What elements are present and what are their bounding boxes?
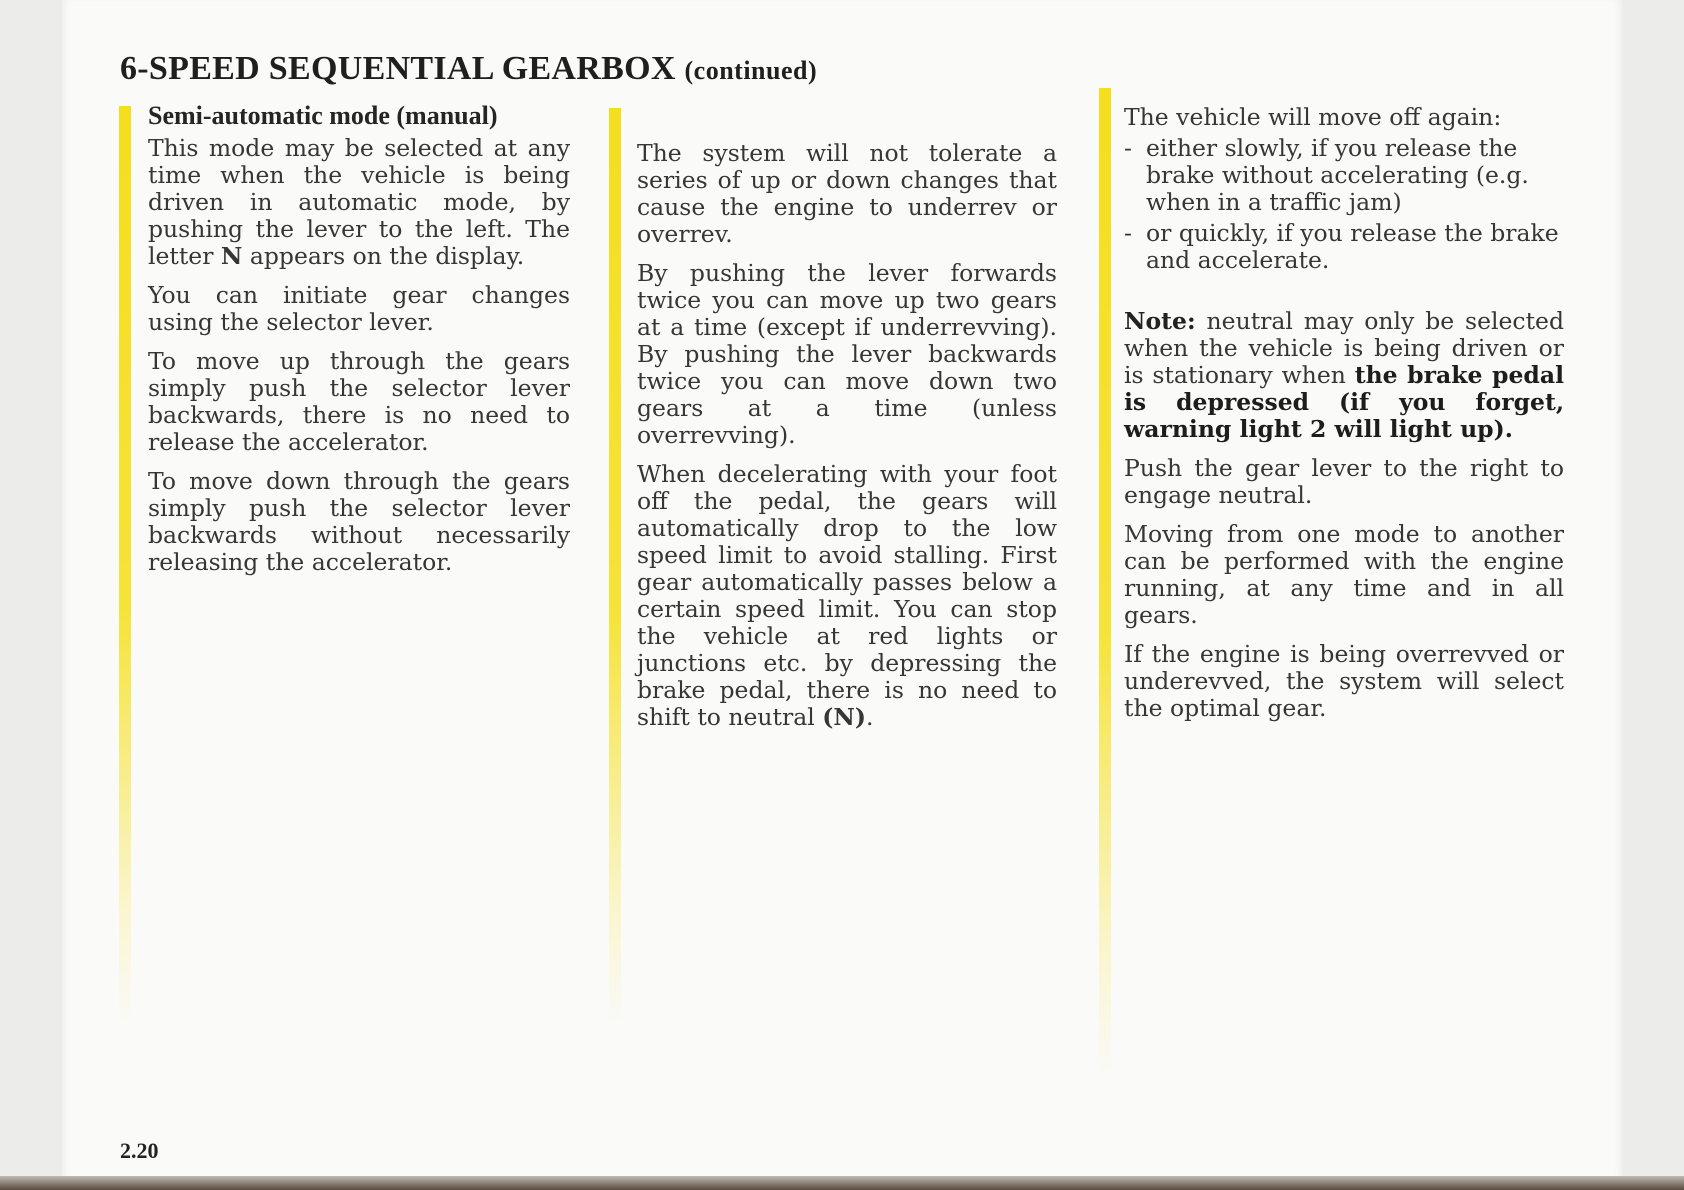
column-middle (637, 140, 1057, 743)
paragraph-move-up: To move up through the gears simply push the selector lever backwards, there is no need to release the accelerator. (148, 347, 570, 456)
page-number: 2.20 (120, 1138, 159, 1163)
column-left (148, 102, 570, 588)
paragraph-engage-neutral: Push the gear lever to the right to engage neutral. (1124, 454, 1564, 509)
note-label: Note: (1124, 307, 1196, 335)
note-warning: the brake pedal is depressed (if you forget, warning light 2 will light up). (1124, 361, 1564, 443)
list-item: - either slowly, if you release the brake without accelerating (e.g. when in a traffic jam) (1124, 135, 1564, 216)
paragraph-move-down: To move down through the gears simply push the selector lever backwards without necessarily releasing the accelerator. (148, 467, 570, 576)
title-main: 6-SPEED SEQUENTIAL GEARBOX (120, 50, 676, 87)
column-right (1124, 104, 1564, 734)
paragraph-double-shift: By pushing the lever forwards twice you can move up two gears at a time (except if underrevving). By pushing the lever backwards twice you can move down two gears at a time (unless overrevving). (637, 259, 1057, 449)
paragraph-move-off: The vehicle will move off again: (1124, 103, 1502, 131)
paragraph-gear-changes: You can initiate gear changes using the selector lever. (148, 281, 570, 336)
text-run: neutral may only be selected when the vehicle is being driven or is stationary when (1124, 307, 1564, 389)
yellow-margin-bar (119, 106, 131, 1026)
neutral-symbol: (N) (822, 703, 866, 731)
paragraph-mode-switch: Moving from one mode to another can be performed with the engine running, at any time and in all gears. (1124, 520, 1564, 629)
section-subtitle: Semi-automatic mode (manual) (148, 101, 498, 130)
move-off-list (1124, 135, 1564, 274)
list-item: - or quickly, if you release the brake and accelerate. (1124, 220, 1564, 274)
paragraph-note (1124, 308, 1564, 443)
letter-n: N (220, 242, 243, 270)
text-run: When decelerating with your foot off the pedal, the gears will automatically drop to the low speed limit to avoid stalling. First gear automatically passes below a certain speed limit. You can stop the vehicle at red lights or junctions etc. by depressing the brake pedal, there is no need to shift to neutral (637, 460, 1057, 731)
page-title (120, 50, 817, 88)
yellow-margin-bar (609, 108, 621, 1028)
yellow-margin-bar (1099, 88, 1111, 1078)
title-continued: (continued) (684, 56, 818, 85)
paragraph-mode-selection (148, 135, 570, 270)
text-run: This mode may be selected at any time when the vehicle is being driven in automatic mode, by pushing the lever to the left. The letter (148, 134, 570, 270)
paragraph-decelerating (637, 461, 1057, 731)
paragraph-tolerance: The system will not tolerate a series of up or down changes that cause the engine to underrev or overrev. (637, 139, 1057, 248)
text-run: appears on the display. (242, 242, 525, 270)
page-edge-shadow (0, 1176, 1684, 1190)
paragraph-optimal-gear: If the engine is being overrevved or underevved, the system will select the optimal gear. (1124, 640, 1564, 722)
text-run: . (865, 703, 874, 731)
